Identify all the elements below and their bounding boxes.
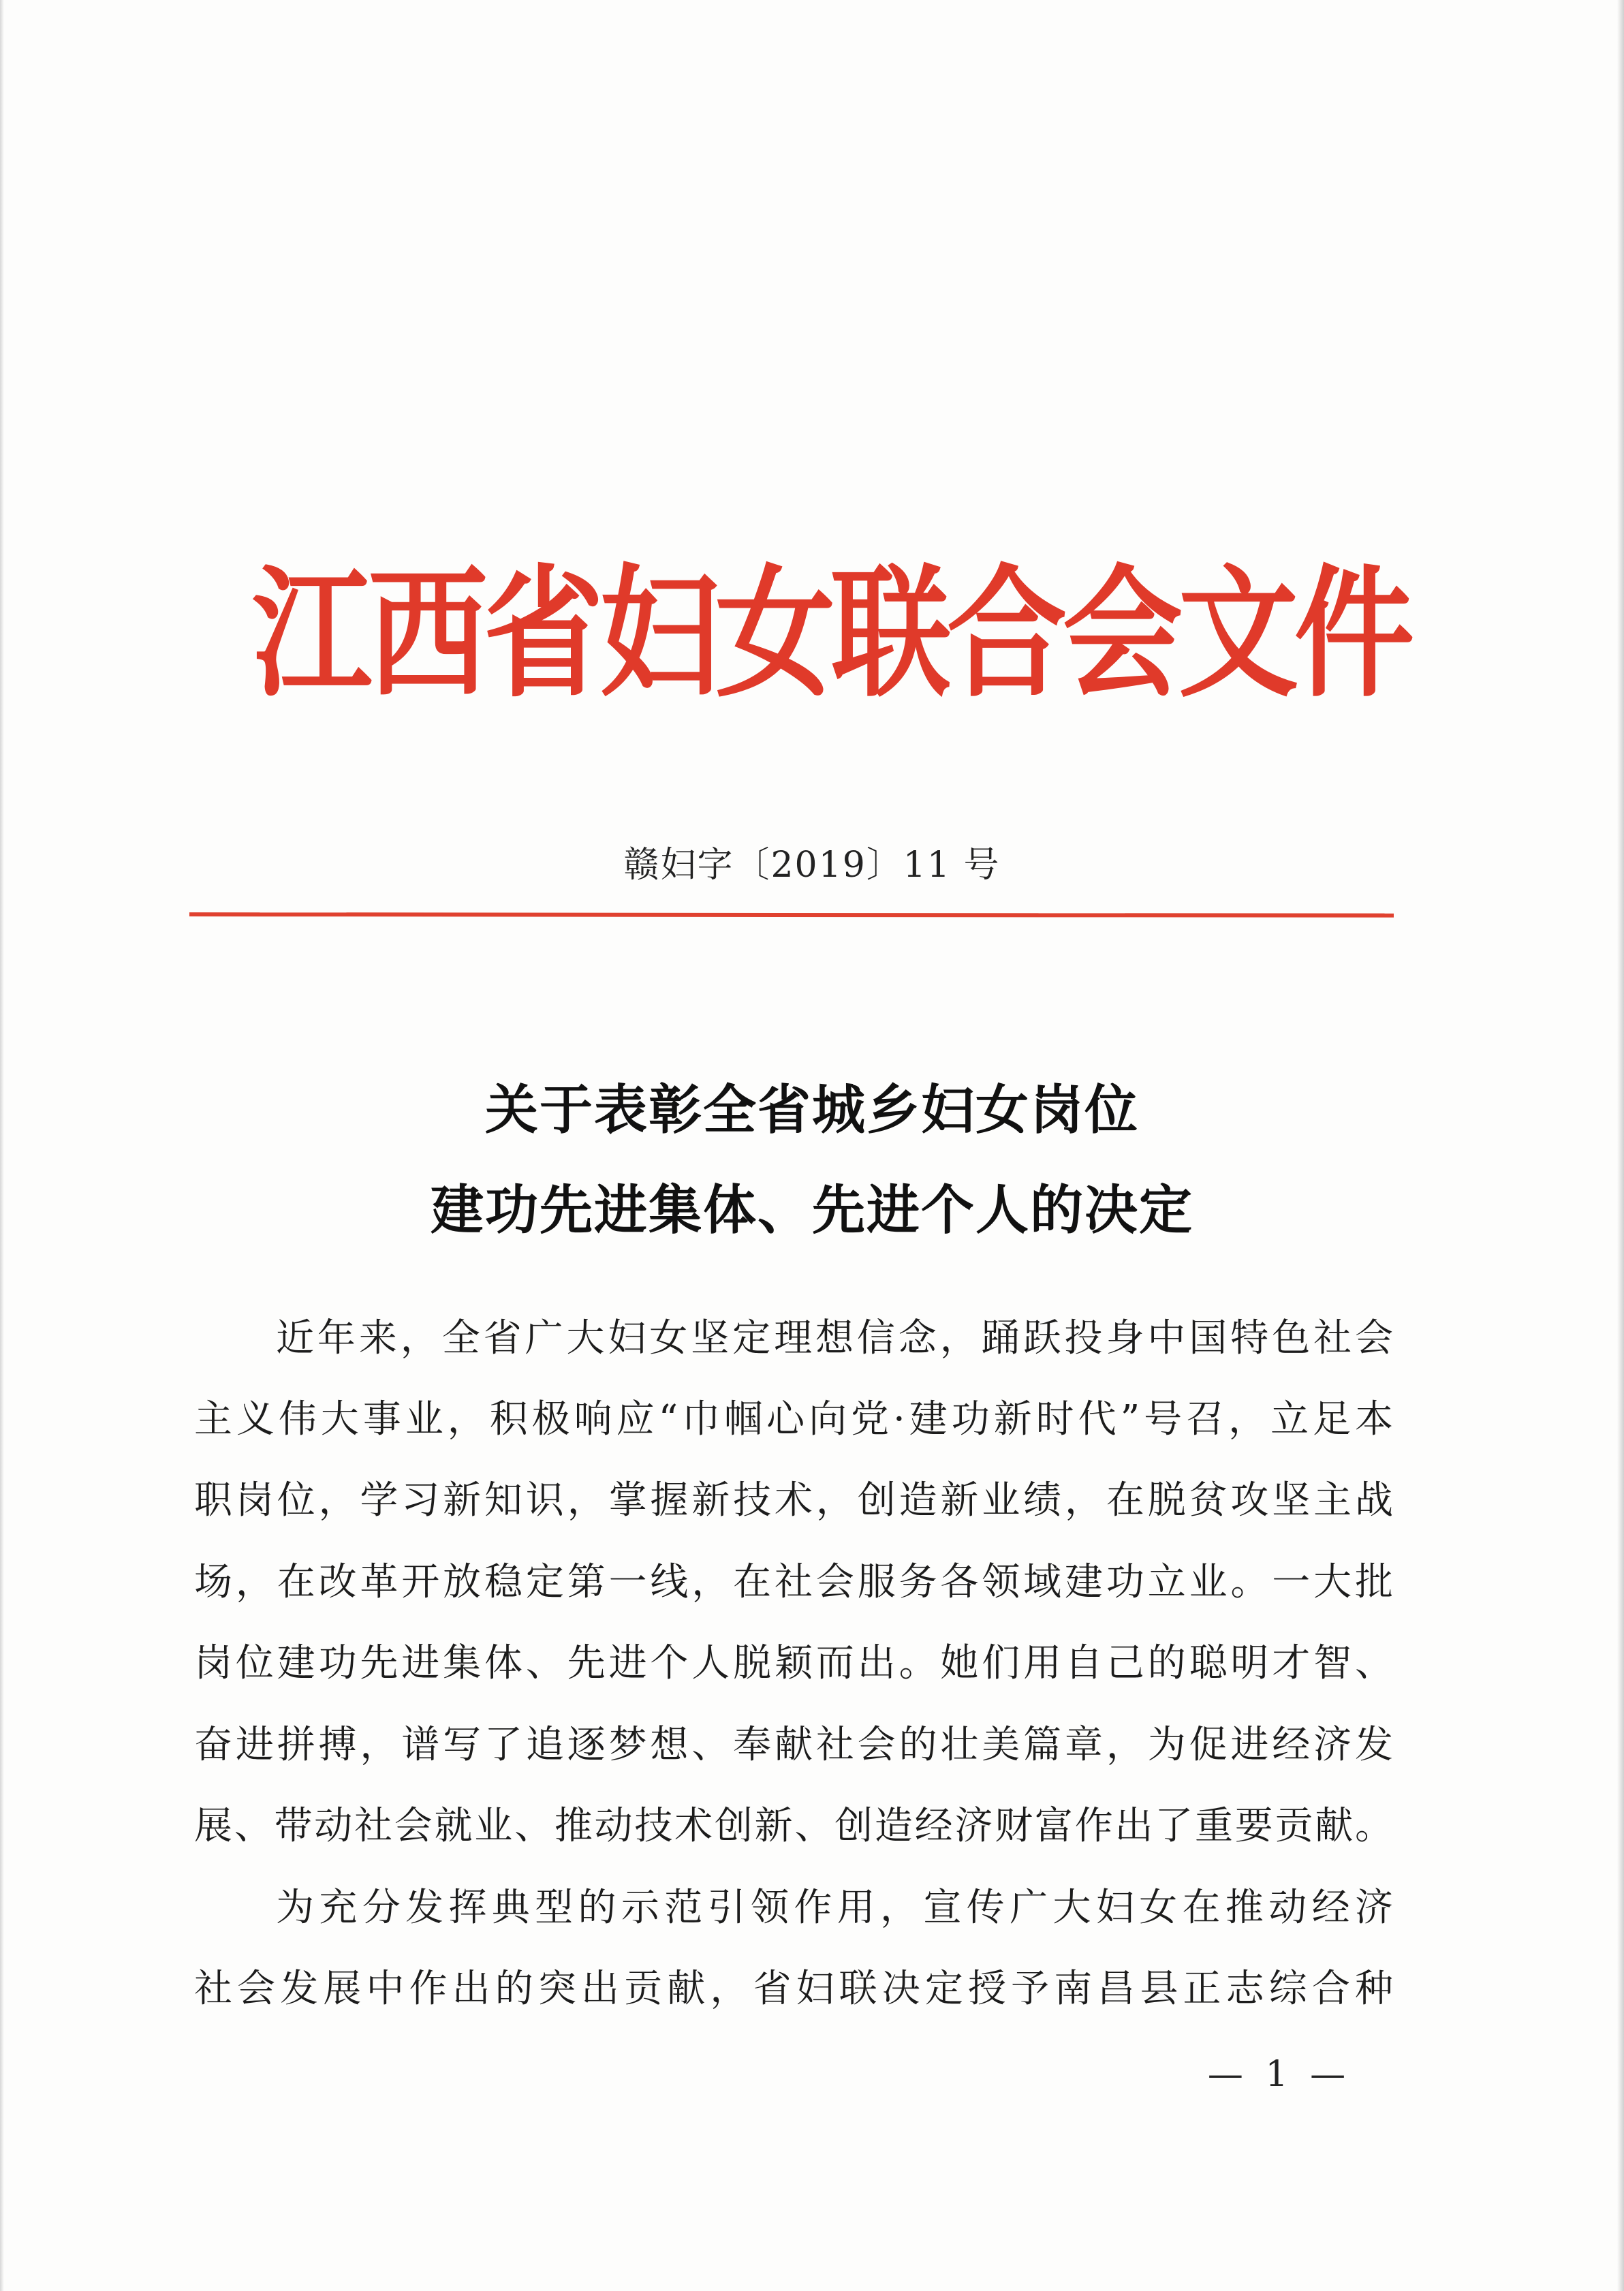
body-line-8: 为充分发挥典型的示范引领作用，宣传广大妇女在推动经济: [276, 1886, 1393, 1930]
body-line-9: 社会发展中作出的突出贡献，省妇联决定授予南昌县正志综合种: [194, 1967, 1393, 2011]
red-separator-line: [189, 912, 1394, 918]
page-number: — 1 —: [1207, 2054, 1352, 2095]
body-line-1: 近年来，全省广大妇女坚定理想信念，踊跃投身中国特色社会: [276, 1316, 1393, 1360]
body-line-3: 职岗位，学习新知识，掌握新技术，创造新业绩，在脱贫攻坚主战: [194, 1478, 1393, 1523]
body-line-6: 奋进拼搏，谱写了追逐梦想、奉献社会的壮美篇章，为促进经济发: [194, 1723, 1393, 1767]
body-line-2: 主义伟大事业，积极响应“巾帼心向党·建功新时代”号召，立足本: [194, 1397, 1393, 1441]
body-line-7: 展、带动社会就业、推动技术创新、创造经济财富作出了重要贡献。: [194, 1804, 1393, 1848]
body-line-5: 岗位建功先进集体、先进个人脱颖而出。她们用自己的聪明才智、: [194, 1641, 1393, 1685]
document-title-line-1: 关于表彰全省城乡妇女岗位: [484, 1080, 1139, 1141]
document-title-line-2: 建功先进集体、先进个人的决定: [430, 1180, 1193, 1241]
body-line-4: 场，在改革开放稳定第一线，在社会服务各领域建功立业。一大批: [194, 1560, 1393, 1604]
document-number: 赣妇字〔2019〕11 号: [623, 845, 1001, 886]
masthead-title: 江西省妇女联合会文件: [252, 552, 1411, 717]
